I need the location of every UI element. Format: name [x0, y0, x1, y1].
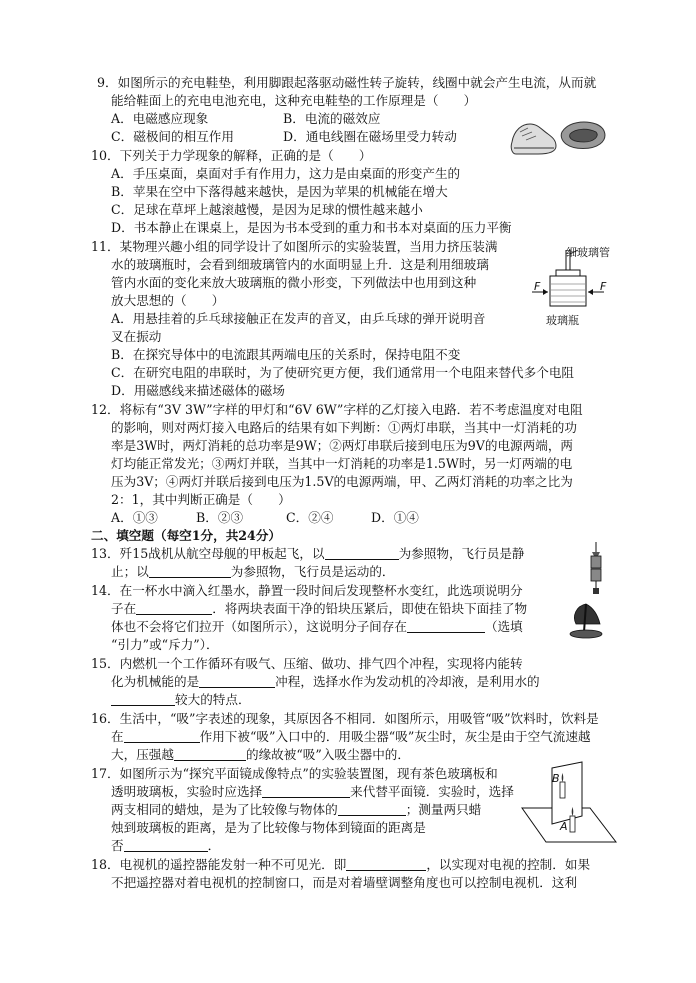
q17-text-f: ． — [207, 838, 221, 853]
q13-line2 — [111, 563, 395, 581]
q13-blank-1[interactable] — [325, 545, 399, 560]
q14-blank-1[interactable] — [136, 600, 212, 615]
q12-line4: 灯均能正常发光；③两灯并联，当其中一灯消耗的功率是1.5W时，另一灯两端的电 — [111, 456, 573, 471]
q17-line1: 17．如图所示为“探究平面镜成像特点”的实验装置图，现有茶色玻璃板和 — [91, 766, 498, 781]
q9-option-a: A．电磁感应现象 — [111, 111, 209, 126]
q18-text-b: ，以实现对电视的控制．如果 — [426, 857, 591, 872]
q13-line1 — [91, 545, 525, 563]
q14-text-d: （选填 — [484, 619, 523, 634]
q10-option-c: C．足球在草坪上越滚越慢，是因为足球的惯性越来越小 — [111, 202, 423, 217]
q13-blank-2[interactable] — [149, 563, 231, 578]
q17-line4: 烛到玻璃板的距离，是为了比较像与物体到镜面的距离是 — [111, 820, 426, 835]
q14-text-c: 体也不会将它们拉开（如图所示），这说明分子间存在 — [111, 619, 407, 634]
q11-option-c: C．在研究电阻的串联时，为了使研究更方便，我们通常用一个电阻来替代多个电阻 — [111, 365, 575, 380]
q11-line1: 11．某物理兴趣小组的同学设计了如图所示的实验装置，当用力挤压装满 — [91, 239, 498, 254]
q12-option-b: B．②③ — [196, 510, 244, 525]
label-force-left: F — [534, 280, 541, 293]
q16-blank-2[interactable] — [174, 746, 246, 761]
q12-line6: 2：1，其中判断正确是（ ） — [111, 492, 291, 507]
label-force-right: F — [600, 280, 607, 293]
q18-line1 — [91, 856, 590, 874]
q12-option-a: A．①③ — [111, 510, 158, 525]
q10-option-a: A．手压桌面，桌面对手有作用力，这力是由桌面的形变产生的 — [111, 166, 461, 181]
q16-blank-1[interactable] — [124, 728, 200, 743]
q16-text-c: 大，压强越 — [111, 747, 174, 762]
section-2-heading: 二、填空题（每空1分，共24分） — [91, 528, 282, 543]
q14-text-b: ．将两块表面干净的铅块压紧后，即使在铅块下面挂了物 — [212, 601, 528, 616]
q15-line1: 15．内燃机一个工作循环有吸气、压缩、做功、排气四个冲程，实现将内能转 — [91, 656, 523, 671]
charging-insole-figure — [508, 112, 612, 160]
q12-line1: 12．将标有“3V 3W”字样的甲灯和“6V 6W”字样的乙灯接入电路．若不考虑温度对电阻 — [91, 402, 583, 417]
label-thin-glass-tube: 细玻璃管 — [566, 246, 610, 259]
q14-line1: 14．在一杯水中滴入红墨水，静置一段时间后发现整杯水变红，此选项说明分 — [91, 583, 523, 598]
q11-option-b: B．在探究导体中的电流跟其两端电压的关系时，保持电阻不变 — [111, 347, 461, 362]
q18-blank-1[interactable] — [346, 856, 426, 871]
q11-option-a-line2: 叉在振动 — [111, 329, 162, 344]
q17-blank-2[interactable] — [338, 801, 406, 816]
q17-line2 — [111, 783, 514, 801]
q11-option-a-line1: A．用悬挂着的乒乓球接触正在发声的音叉，由乒乓球的弹开说明音 — [111, 311, 486, 326]
q17-line3 — [111, 801, 481, 819]
q17-text-c: 两支相同的蜡烛，是为了比较像与物体的 — [111, 802, 338, 817]
label-candle-b: B — [552, 772, 560, 785]
q9-option-b: B．电流的磁效应 — [283, 111, 381, 126]
q18-text-a: 18．电视机的遥控器能发射一种不可见光．即 — [91, 857, 347, 872]
q18-line2: 不把遥控器对着电视机的控制窗口，而是对着墙壁调整角度也可以控制电视机．这利 — [111, 875, 577, 890]
q11-line4: 放大思想的（ ） — [111, 293, 225, 308]
q16-line2 — [111, 728, 591, 746]
q11-line3: 管内水面的变化来放大玻璃瓶的微小形变，下列做法中也用到这种 — [111, 275, 477, 290]
q14-line3 — [111, 618, 523, 636]
q13-text-d: 为参照物，飞行员是运动的． — [230, 564, 395, 579]
label-glass-bottle: 玻璃瓶 — [546, 314, 579, 327]
q15-text-b: 冲程，选择水作为发动机的冷却液，是利用水的 — [275, 674, 540, 689]
q15-text-a: 化为机械能的是 — [111, 674, 200, 689]
q16-text-a: 在 — [111, 729, 124, 744]
q17-blank-3[interactable] — [124, 837, 208, 852]
q9-line2: 能给鞋面上的充电电池充电，这种充电鞋垫的工作原理是（ ） — [111, 93, 477, 108]
glass-bottle-figure — [530, 244, 620, 330]
q17-text-e: 否 — [111, 838, 124, 853]
q13-text-c: 止；以 — [111, 564, 149, 579]
q16-text-b: 作用下被“吸”入口中的．用吸尘器“吸”灰尘时，灰尘是由于空气流速越 — [199, 729, 591, 744]
q15-line2 — [111, 673, 540, 691]
q12-line5: 压为3V；④两灯并联后接到电压为1.5V的电源两端，甲、乙两灯消耗的功率之比为 — [111, 474, 573, 489]
q9-line1: 9．如图所示的充电鞋垫，利用脚跟起落驱动磁性转子旋转，线圈中就会产生电流，从而就 — [97, 75, 597, 90]
q10-option-b: B．苹果在空中下落得越来越快，是因为苹果的机械能在增大 — [111, 184, 448, 199]
q10-option-d: D．书本静止在课桌上，是因为书本受到的重力和书本对桌面的压力平衡 — [111, 220, 512, 235]
q12-line3: 率是3W时，两灯消耗的总功率是9W；②两灯串联后接到电压为9V的电源两端，两 — [111, 438, 574, 453]
q17-text-b: 来代替平面镜．实验时，选择 — [350, 784, 514, 799]
q16-line3 — [111, 746, 410, 764]
q9-option-d: D．通电线圈在磁场里受力转动 — [283, 129, 457, 144]
q14-line4: “引力”或“斥力”）． — [111, 637, 219, 652]
q14-blank-2[interactable] — [407, 618, 485, 633]
q14-line2 — [111, 600, 527, 618]
lead-block-figure — [566, 540, 616, 642]
q11-line2: 水的玻璃瓶时，会看到细玻璃管内的水面明显上升．这是利用细玻璃 — [111, 257, 489, 272]
q17-text-a: 透明玻璃板，实验时应选择 — [111, 784, 263, 799]
q13-text-a: 13．歼15战机从航空母舰的甲板起飞，以 — [91, 546, 325, 561]
q15-line3 — [111, 691, 251, 709]
q11-option-d: D．用磁感线来描述磁体的磁场 — [111, 383, 285, 398]
q16-text-d: 的缘故被“吸”入吸尘器中的． — [245, 747, 410, 762]
q12-line2: 的影响，则对两灯接入电路后的结果有如下判断：①两灯串联，当其中一灯消耗的功 — [111, 420, 577, 435]
q14-text-a: 子在 — [111, 601, 137, 616]
plane-mirror-figure — [520, 760, 618, 846]
q15-text-c: 较大的特点． — [175, 692, 251, 707]
q16-line1: 16．生活中，“吸”字表述的现象，其原因各不相同．如图所示，用吸管“吸”饮料时，饮料是 — [91, 711, 599, 726]
q17-line5 — [111, 837, 220, 855]
q15-blank-2[interactable] — [111, 691, 175, 706]
q17-blank-1[interactable] — [262, 783, 350, 798]
label-candle-a: A — [560, 820, 568, 833]
q9-option-c: C．磁极间的相互作用 — [111, 129, 234, 144]
q12-option-d: D．①④ — [371, 510, 419, 525]
q13-text-b: 为参照物，飞行员是静 — [398, 546, 525, 561]
q17-text-d: ；测量两只蜡 — [405, 802, 482, 817]
q10-line1: 10．下列关于力学现象的解释，正确的是（ ） — [91, 148, 372, 163]
q15-blank-1[interactable] — [199, 673, 275, 688]
q12-option-c: C．②④ — [286, 510, 334, 525]
